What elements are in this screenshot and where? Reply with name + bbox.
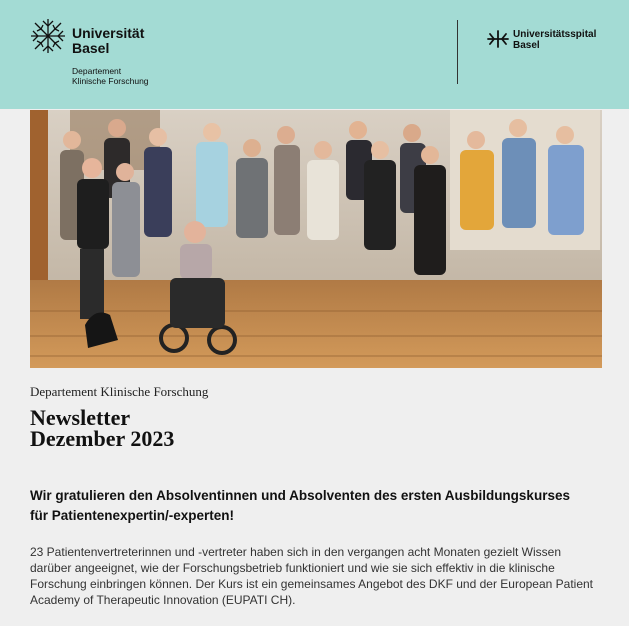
hospital-name-line1: Universitätsspital <box>513 29 597 40</box>
hospital-name <box>513 29 596 51</box>
newsletter-title-line1: Newsletter <box>30 405 131 430</box>
newsletter-title <box>30 407 174 449</box>
hospital-name-line2: Basel <box>513 40 540 51</box>
department-line: Departement Klinische Forschung <box>30 384 209 399</box>
unibas-snowflake-logo-icon <box>30 18 66 54</box>
department-label <box>72 66 149 86</box>
department-label-line2: Klinische Forschung <box>72 76 149 86</box>
group-photo-illustration <box>30 110 602 368</box>
university-name-line2: Basel <box>72 40 110 56</box>
article-body: 23 Patientenvertreterinnen und -vertreter haben sich in den vergangen acht Monaten gezielt Wissen darüber angeeignet, wie der Forschungsbetrieb funktioniert und wie sie sich effektiv in die klinische Forschung einbringen können. Der Kurs ist ein gemeinsames Angebot des DKF und der European Patient Academy of Therapeutic Innovation (EUPATI CH). <box>30 545 594 607</box>
university-name-line1: Universität <box>72 25 145 41</box>
newsletter-header <box>0 0 629 109</box>
header-divider <box>457 20 458 84</box>
group-photo <box>30 110 602 368</box>
department-label-line1: Departement <box>72 66 122 76</box>
newsletter-title-line2: Dezember 2023 <box>30 426 175 451</box>
usb-cross-logo-icon <box>487 30 509 48</box>
article-headline: Wir gratulieren den Absolventinnen und Absolventen des ersten Ausbildungskurses für Patientenexpertin/-experten! <box>30 488 570 523</box>
university-name <box>72 26 144 56</box>
